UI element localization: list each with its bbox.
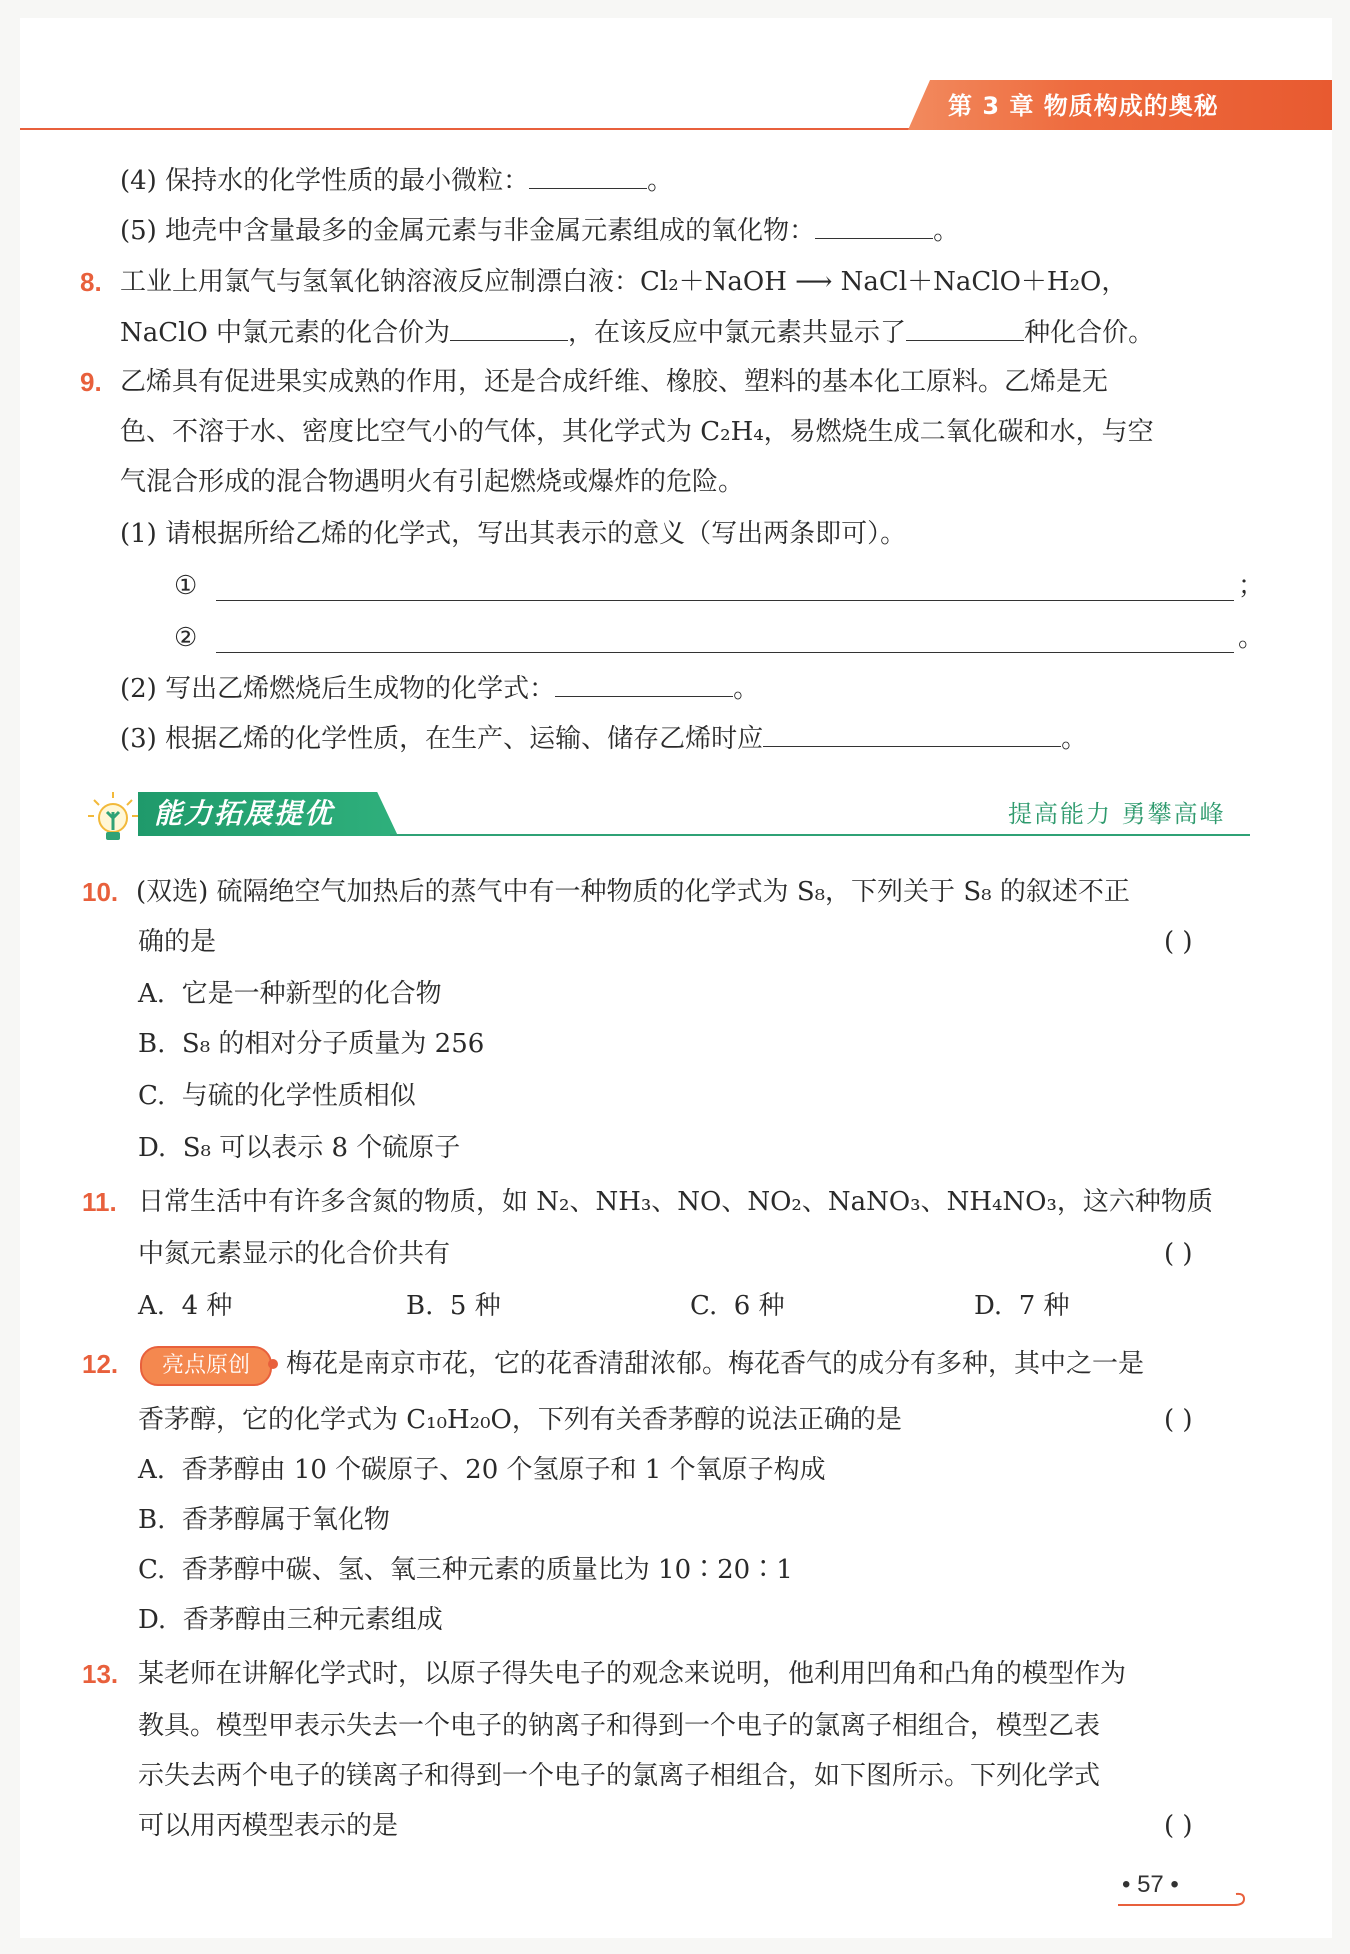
q8-text-c: 种化合价。 xyxy=(1024,318,1155,348)
answer-blank[interactable] xyxy=(450,312,568,341)
question-number: 9. xyxy=(80,367,102,397)
question-number: 8. xyxy=(80,267,102,297)
answer-bracket[interactable]: ( ) xyxy=(1164,1811,1193,1841)
option-d: D. 香茅醇由三种元素组成 xyxy=(138,1605,443,1635)
q7-part4 xyxy=(120,160,673,201)
q7-part4-text: (4) 保持水的化学性质的最小微粒： xyxy=(120,166,530,196)
q13-line3: 示失去两个电子的镁离子和得到一个电子的氯离子相组合，如下图所示。下列化学式 xyxy=(138,1761,1101,1791)
q9-line3: 气混合形成的混合物遇明火有引起燃烧或爆炸的危险。 xyxy=(120,467,745,497)
q13-line2: 教具。模型甲表示失去一个电子的钠离子和得到一个电子的氯离子相组合，模型乙表 xyxy=(138,1711,1101,1741)
q7-part5-text: (5) 地壳中含量最多的金属元素与非金属元素组成的氧化物： xyxy=(120,216,816,246)
option-c: C. 6 种 xyxy=(690,1291,785,1321)
q9-part3 xyxy=(120,718,1087,759)
answer-blank[interactable] xyxy=(763,718,1061,747)
q9-mark2-end: 。 xyxy=(1238,623,1265,653)
q9-mark2: ② xyxy=(174,623,198,653)
q10-line1: (双选) 硫隔绝空气加热后的蒸气中有一种物质的化学式为 S₈，下列关于 S₈ 的叙述不正 xyxy=(136,877,1130,907)
q9-line2: 色、不溶于水、密度比空气小的气体，其化学式为 C₂H₄，易燃烧生成二氧化碳和水，与空 xyxy=(120,417,1154,447)
q8-text-b: ，在该反应中氯元素共显示了 xyxy=(568,318,907,348)
q9-part2-text: (2) 写出乙烯燃烧后生成物的化学式： xyxy=(120,674,556,704)
answer-blank[interactable] xyxy=(906,312,1024,341)
lightbulb-icon xyxy=(84,788,142,844)
question-number: 10. xyxy=(82,877,119,907)
option-d: D. S₈ 可以表示 8 个硫原子 xyxy=(138,1133,461,1163)
option-c: C. 与硫的化学性质相似 xyxy=(138,1081,416,1111)
answer-line-1[interactable] xyxy=(216,600,1234,601)
q9-mark1-end: ； xyxy=(1238,571,1265,601)
option-b: B. S₈ 的相对分子质量为 256 xyxy=(138,1029,485,1059)
page-curl-icon xyxy=(1214,1890,1248,1916)
option-a: A. 香茅醇由 10 个碳原子、20 个氢原子和 1 个氧原子构成 xyxy=(138,1455,826,1485)
chapter-title: 第 3 章 物质构成的奥秘 xyxy=(948,92,1219,120)
q9-part3-end: 。 xyxy=(1061,724,1088,754)
question-number: 13. xyxy=(82,1659,119,1689)
answer-blank[interactable] xyxy=(555,668,733,697)
q9-part3-text: (3) 根据乙烯的化学性质，在生产、运输、储存乙烯时应 xyxy=(120,724,764,754)
option-d: D. 7 种 xyxy=(974,1291,1070,1321)
q7-part5-end: 。 xyxy=(933,216,960,246)
q12-line1: 梅花是南京市花，它的花香清甜浓郁。梅花香气的成分有多种，其中之一是 xyxy=(286,1349,1145,1379)
q13-line1: 某老师在讲解化学式时，以原子得失电子的观念来说明，他利用凹角和凸角的模型作为 xyxy=(138,1659,1127,1689)
option-a: A. 4 种 xyxy=(138,1291,233,1321)
highlight-original-badge: 亮点原创 xyxy=(140,1346,272,1386)
question-number: 12. xyxy=(82,1349,119,1379)
option-b: B. 5 种 xyxy=(406,1291,501,1321)
answer-bracket[interactable]: ( ) xyxy=(1164,1239,1193,1269)
answer-bracket[interactable]: ( ) xyxy=(1164,1405,1193,1435)
q9-part2-end: 。 xyxy=(733,674,760,704)
q10-line2: 确的是 xyxy=(138,927,217,957)
badge-dot xyxy=(268,1359,278,1369)
answer-blank[interactable] xyxy=(529,160,647,189)
answer-line-2[interactable] xyxy=(216,652,1234,653)
option-a: A. 它是一种新型的化合物 xyxy=(138,979,442,1009)
q9-mark1: ① xyxy=(174,571,198,601)
q11-line2: 中氮元素显示的化合价共有 xyxy=(138,1239,451,1269)
q8-line2 xyxy=(120,312,1154,353)
q9-part2 xyxy=(120,668,759,709)
answer-bracket[interactable]: ( ) xyxy=(1164,927,1193,957)
q7-part5 xyxy=(120,210,959,251)
q7-part4-end: 。 xyxy=(647,166,674,196)
section-rule xyxy=(390,834,1250,836)
q8-line1: 工业上用氯气与氢氧化钠溶液反应制漂白液：Cl₂＋NaOH ⟶ NaCl＋NaClO＋H₂O， xyxy=(120,267,1128,297)
option-b: B. 香茅醇属于氧化物 xyxy=(138,1505,390,1535)
section-title: 能力拓展提优 xyxy=(154,797,335,830)
q12-line2: 香茅醇，它的化学式为 C₁₀H₂₀O，下列有关香茅醇的说法正确的是 xyxy=(138,1405,902,1435)
q8-text-a: NaClO 中氯元素的化合价为 xyxy=(120,318,451,348)
answer-blank[interactable] xyxy=(815,210,933,239)
q9-line1: 乙烯具有促进果实成熟的作用，还是合成纤维、橡胶、塑料的基本化工原料。乙烯是无 xyxy=(120,367,1109,397)
q9-part1: (1) 请根据所给乙烯的化学式，写出其表示的意义（写出两条即可）。 xyxy=(120,519,907,549)
page-number-rule xyxy=(1118,1904,1218,1906)
q11-line1: 日常生活中有许多含氮的物质，如 N₂、NH₃、NO、NO₂、NaNO₃、NH₄NO₃，这六种物质 xyxy=(138,1187,1213,1217)
page-number: • 57 • xyxy=(1122,1871,1179,1898)
q13-line4: 可以用丙模型表示的是 xyxy=(138,1811,399,1841)
question-number: 11. xyxy=(82,1187,117,1217)
section-slogan: 提高能力 勇攀高峰 xyxy=(1008,800,1226,828)
option-c: C. 香茅醇中碳、氢、氧三种元素的质量比为 10∶20∶1 xyxy=(138,1555,793,1585)
